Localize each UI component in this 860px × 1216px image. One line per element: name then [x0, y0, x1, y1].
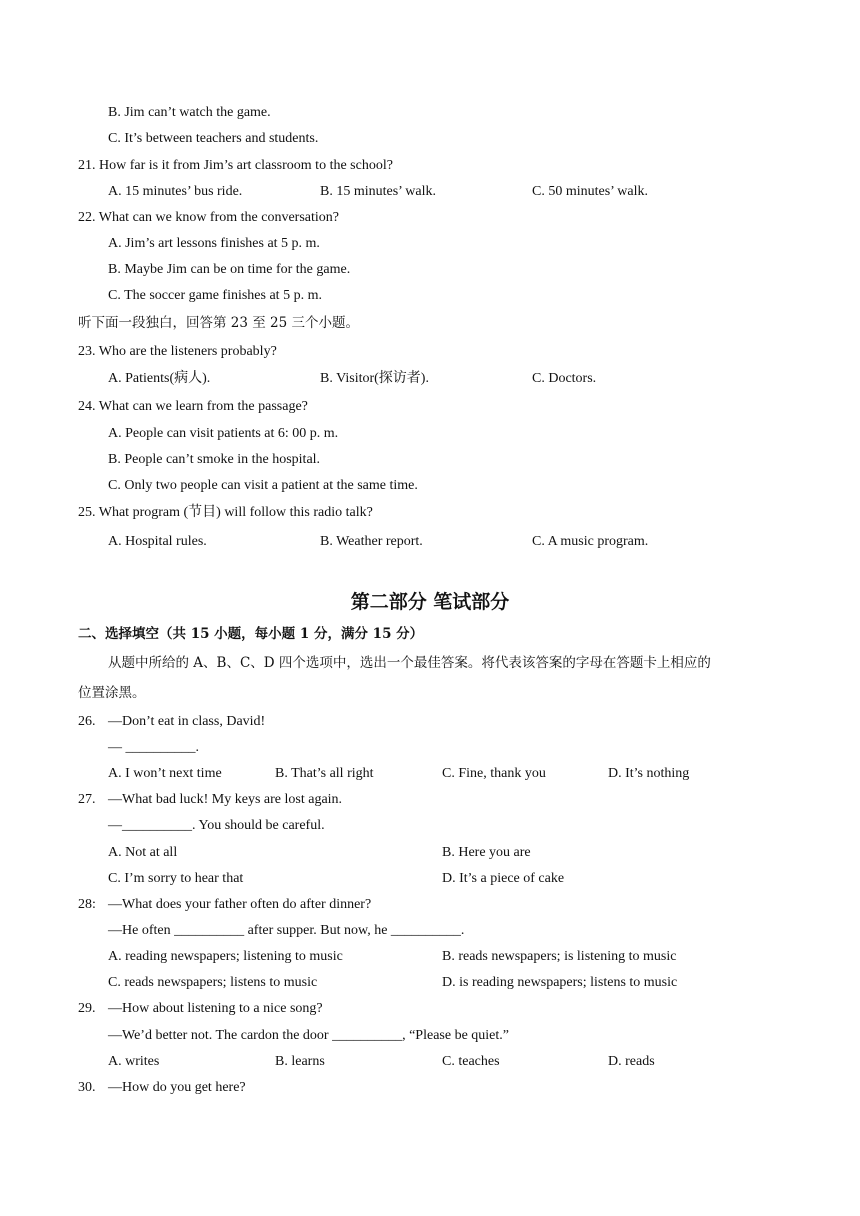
- q22-option-c: C. The soccer game finishes at 5 p. m.: [108, 288, 322, 303]
- q22-stem: 22. What can we know from the conversation?: [78, 210, 339, 225]
- q28-option-a: A. reading newspapers; listening to music: [108, 949, 343, 964]
- q28-option-c: C. reads newspapers; listens to music: [108, 975, 318, 990]
- q24-option-c: C. Only two people can visit a patient at the same time.: [108, 478, 418, 493]
- q26-line-2: — __________.: [108, 740, 199, 755]
- q23-stem: 23. Who are the listeners probably?: [78, 344, 277, 359]
- q23-option-c: C. Doctors.: [532, 371, 597, 386]
- q22-option-a: A. Jim’s art lessons finishes at 5 p. m.: [108, 236, 320, 251]
- q23-option-a: A. Patients(病人).: [108, 371, 211, 386]
- q25-option-c: C. A music program.: [532, 534, 649, 549]
- q27-option-b: B. Here you are: [442, 845, 531, 860]
- q22-option-b: B. Maybe Jim can be on time for the game.: [108, 262, 351, 277]
- listening-instruction: 听下面一段独白，回答第 23 至 25 三个小题。: [78, 315, 360, 331]
- q20-option-c: C. It’s between teachers and students.: [108, 131, 319, 146]
- q23-option-b: B. Visitor(探访者).: [320, 371, 429, 386]
- q29-option-c: C. teaches: [442, 1054, 500, 1069]
- q28-number: 28:: [78, 897, 96, 912]
- q26-line-1: —Don’t eat in class, David!: [108, 714, 266, 729]
- q30-number: 30.: [78, 1080, 96, 1095]
- q27-option-d: D. It’s a piece of cake: [442, 871, 565, 886]
- directions-line-1: 从题中所给的 A、B、C、D 四个选项中，选出一个最佳答案。将代表该答案的字母在答题卡上相应的: [108, 655, 711, 671]
- part2-title: 第二部分 笔试部分: [350, 591, 510, 613]
- q29-line-1: —How about listening to a nice song?: [108, 1001, 323, 1016]
- q26-option-c: C. Fine, thank you: [442, 766, 546, 781]
- q21-option-c: C. 50 minutes’ walk.: [532, 184, 649, 199]
- q30-line-1: —How do you get here?: [108, 1080, 246, 1095]
- q26-option-b: B. That’s all right: [275, 766, 374, 781]
- q25-stem: 25. What program (节目) will follow this radio talk?: [78, 505, 373, 520]
- q29-line-2: —We’d better not. The cardon the door __________, “Please be quiet.”: [108, 1028, 509, 1043]
- q28-line-2: —He often __________ after supper. But now, he __________.: [108, 923, 465, 938]
- q29-option-a: A. writes: [108, 1054, 160, 1069]
- q27-number: 27.: [78, 792, 96, 807]
- q26-option-a: A. I won’t next time: [108, 766, 222, 781]
- section-heading: 二、选择填空（共 15 小题，每小题 1 分，满分 15 分）: [78, 626, 424, 642]
- q28-line-1: —What does your father often do after dinner?: [108, 897, 372, 912]
- q21-stem: 21. How far is it from Jim’s art classroom to the school?: [78, 158, 393, 173]
- q27-option-a: A. Not at all: [108, 845, 178, 860]
- q27-line-2: —__________. You should be careful.: [108, 818, 325, 833]
- q27-line-1: —What bad luck! My keys are lost again.: [108, 792, 343, 807]
- q27-option-c: C. I’m sorry to hear that: [108, 871, 244, 886]
- q25-option-a: A. Hospital rules.: [108, 534, 207, 549]
- q29-option-b: B. learns: [275, 1054, 325, 1069]
- q29-number: 29.: [78, 1001, 96, 1016]
- q28-option-d: D. is reading newspapers; listens to music: [442, 975, 678, 990]
- q29-option-d: D. reads: [608, 1054, 655, 1069]
- q20-option-b: B. Jim can’t watch the game.: [108, 105, 271, 120]
- q25-option-b: B. Weather report.: [320, 534, 423, 549]
- q21-option-b: B. 15 minutes’ walk.: [320, 184, 437, 199]
- q26-option-d: D. It’s nothing: [608, 766, 690, 781]
- q21-option-a: A. 15 minutes’ bus ride.: [108, 184, 243, 199]
- q26-number: 26.: [78, 714, 96, 729]
- q24-option-b: B. People can’t smoke in the hospital.: [108, 452, 321, 467]
- directions-line-2: 位置涂黑。: [78, 685, 146, 701]
- q24-stem: 24. What can we learn from the passage?: [78, 399, 308, 414]
- q28-option-b: B. reads newspapers; is listening to music: [442, 949, 677, 964]
- q24-option-a: A. People can visit patients at 6: 00 p. m.: [108, 426, 339, 441]
